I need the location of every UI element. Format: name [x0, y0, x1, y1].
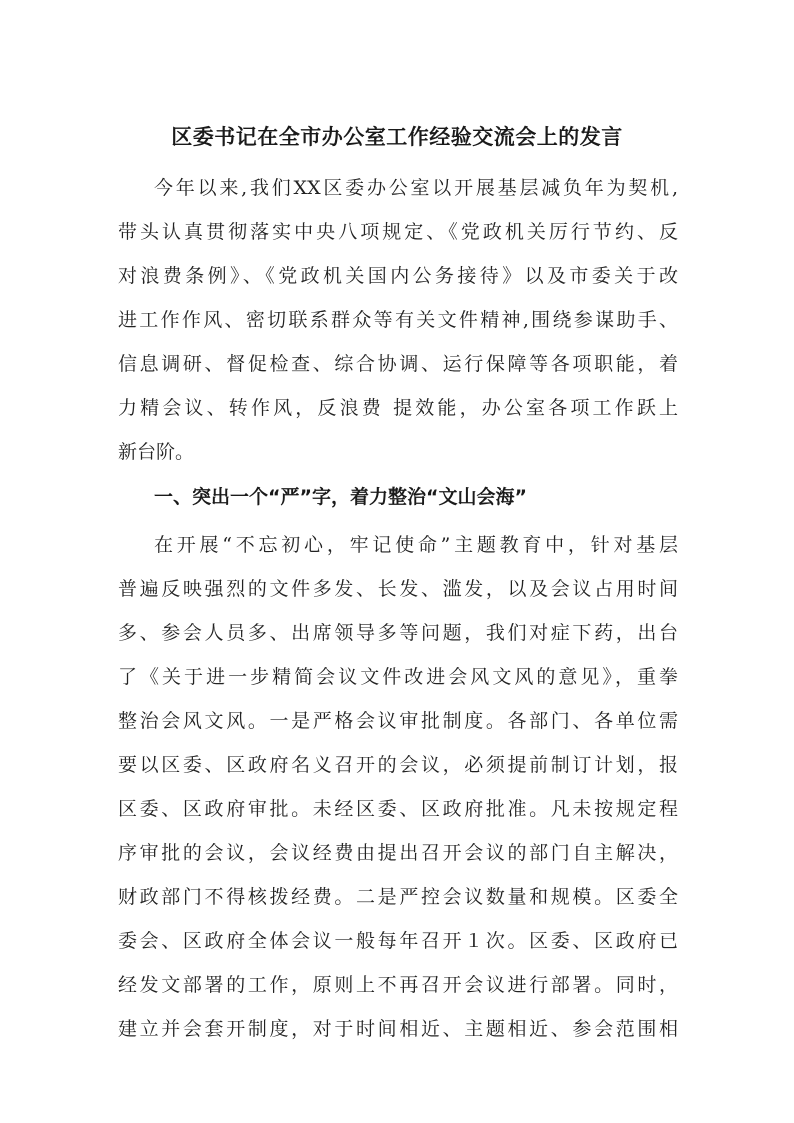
- paragraph-1-line-3: 对浪费条例》、《党政机关国内公务接待》以及市委关于改: [118, 265, 678, 287]
- paragraph-1-line-6: 力精会议、转作风，反浪费 提效能，办公室各项工作跃上: [118, 397, 678, 419]
- paragraph-1-line-5: 信息调研、督促检查、综合协调、运行保障等各项职能，着: [118, 353, 678, 375]
- paragraph-1-line-2: 带头认真贯彻落实中央八项规定、《党政机关厉行节约、反: [118, 221, 678, 243]
- paragraph-1-line-1: 今年以来,我们XX区委办公室以开展基层减负年为契机,: [154, 177, 678, 199]
- document-title: 区委书记在全市办公室工作经验交流会上的发言: [171, 125, 623, 149]
- paragraph-2-line-10: 委会、区政府全体会议一般每年召开１次。区委、区政府已: [118, 930, 678, 952]
- paragraph-2-line-11: 经发文部署的工作，原则上不再召开会议进行部署。同时，: [118, 974, 678, 996]
- paragraph-2-line-1: 在开展“不忘初心，牢记使命”主题教育中，针对基层: [154, 534, 678, 556]
- paragraph-2-line-5: 整治会风文风。一是严格会议审批制度。各部门、各单位需: [118, 710, 678, 732]
- paragraph-2-line-6: 要以区委、区政府名义召开的会议，必须提前制订计划，报: [118, 754, 678, 776]
- paragraph-1-line-7: 新台阶。: [118, 441, 195, 463]
- section-1-heading: 一、突出一个“严”字，着力整治“文山会海”: [154, 486, 527, 508]
- paragraph-2-line-4: 了《关于进一步精简会议文件改进会风文风的意见》，重拳: [118, 666, 678, 688]
- paragraph-2-line-2: 普遍反映强烈的文件多发、长发、滥发，以及会议占用时间: [118, 578, 678, 600]
- paragraph-2-line-7: 区委、区政府审批。未经区委、区政府批准。凡未按规定程: [118, 798, 678, 820]
- paragraph-2-line-12: 建立并会套开制度，对于时间相近、主题相近、参会范围相: [118, 1018, 678, 1040]
- paragraph-2-line-9: 财政部门不得核拨经费。二是严控会议数量和规模。区委全: [118, 886, 678, 908]
- paragraph-2-line-3: 多、参会人员多、出席领导多等问题，我们对症下药，出台: [118, 622, 678, 644]
- paragraph-1-line-4: 进工作作风、密切联系群众等有关文件精神,围绕参谋助手、: [118, 309, 678, 331]
- paragraph-2-line-8: 序审批的会议，会议经费由提出召开会议的部门自主解决，: [118, 842, 678, 864]
